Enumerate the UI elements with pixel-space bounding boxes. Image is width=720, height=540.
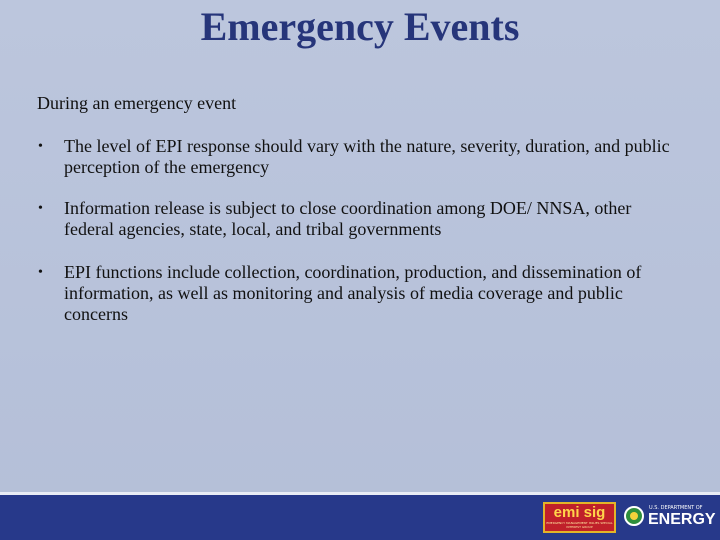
bullet-dot: • (38, 139, 43, 154)
bullet-text: The level of EPI response should vary with the nature, severity, duration, and public perception of the emergency (64, 136, 670, 177)
emi-sig-logo-text: emi sig (553, 504, 606, 521)
emi-sig-logo-subtext: EMERGENCY MANAGEMENT ISSUES SPECIAL INTEREST GROUP (546, 521, 613, 529)
bullet-dot: • (38, 201, 43, 216)
bullet-item (38, 198, 678, 240)
doe-seal-icon (624, 506, 644, 526)
bullet-item (38, 136, 678, 178)
bullet-text: Information release is subject to close coordination among DOE/ NNSA, other federal agencies, state, local, and tribal governments (64, 198, 632, 239)
doe-department-text: U.S. DEPARTMENT OF (649, 505, 703, 511)
slide-title: Emergency Events (200, 4, 520, 49)
bullet-item (38, 262, 678, 325)
bullet-text: EPI functions include collection, coordination, production, and dissemination of information, as well as monitoring and analysis of media coverage and public concerns (64, 262, 642, 324)
doe-seal-center (630, 512, 638, 520)
emi-sig-logo (543, 502, 616, 533)
footer-bar (0, 492, 720, 540)
bullet-dot: • (38, 265, 43, 280)
doe-energy-logo-text: ENERGY (648, 511, 716, 528)
intro-text: During an emergency event (37, 93, 237, 113)
footer-divider (0, 492, 720, 495)
